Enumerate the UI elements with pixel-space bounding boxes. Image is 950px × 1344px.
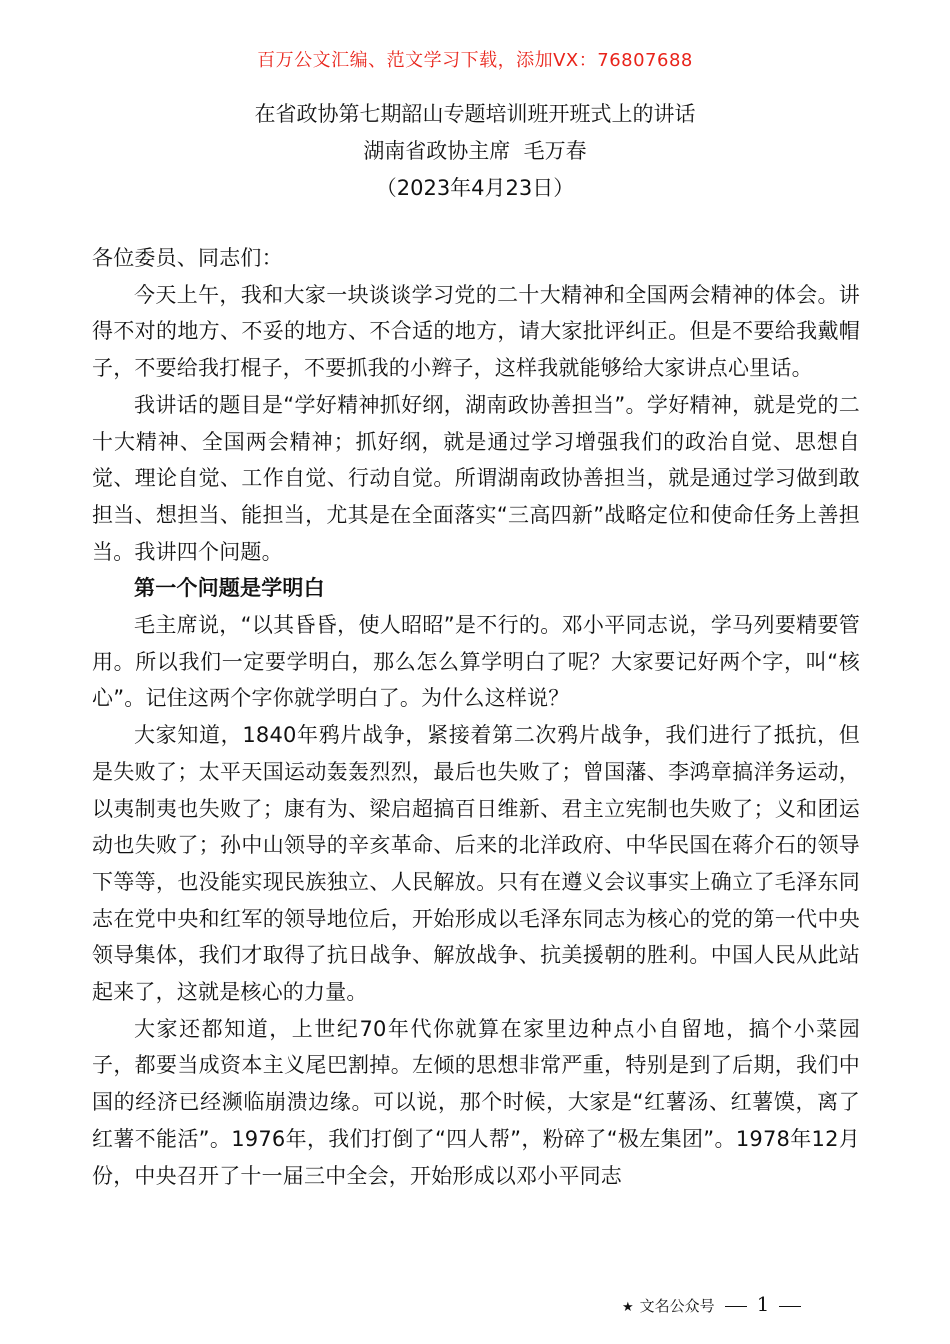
section-heading: 第一个问题是学明白 xyxy=(134,576,325,601)
salutation: 各位委员、同志们： xyxy=(92,246,283,270)
page-footer xyxy=(622,1292,811,1316)
paragraph: 今天上午，我和大家一块谈谈学习党的二十大精神和全国两会精神的体会。讲得不对的地方、不妥的地方、不合适的地方，请大家批评纠正。但是不要给我戴帽子，不要给我打棍子，不要抓我的小辫子，这样我就能够给大家讲点心里话。 xyxy=(92,282,860,381)
star-icon: ★ xyxy=(622,1300,634,1315)
paragraph: 大家知道，1840年鸦片战争，紧接着第二次鸦片战争，我们进行了抵抗，但是失败了；太平天国运动轰轰烈烈，最后也失败了；曾国藩、李鸿章搞洋务运动，以夷制夷也失败了；康有为、梁启超搞百日维新、君主立宪制也失败了；义和团运动也失败了；孙中山领导的辛亥革命、后来的北洋政府、中华民国在蒋介石的领导下等等，也没能实现民族独立、人民解放。只有在遵义会议事实上确立了毛泽东同志在党中央和红军的领导地位后，开始形成以毛泽东同志为核心的党的第一代中央领导集体，我们才取得了抗日战争、解放战争、抗美援朝的胜利。中国人民从此站起来了，这就是核心的力量。 xyxy=(92,723,860,1005)
document-title: 在省政协第七期韶山专题培训班开班式上的讲话 xyxy=(254,102,696,126)
document-body xyxy=(92,240,860,1194)
document-header xyxy=(0,96,950,207)
watermark-banner: 百万公文汇编、范文学习下载，添加VX：76807688 xyxy=(257,50,693,71)
paragraph: 大家还都知道，上世纪70年代你就算在家里边种点小自留地，搞个小菜园子，都要当成资本主义尾巴割掉。左倾的思想非常严重，特别是到了后期，我们中国的经济已经濒临崩溃边缘。可以说，那个时候，大家是“红薯汤、红薯馍，离了红薯不能活”。1976年，我们打倒了“四人帮”，粉碎了“极左集团”。1978年12月份，中央召开了十一届三中全会，开始形成以邓小平同志 xyxy=(92,1016,860,1188)
footer-label: 文名公众号 xyxy=(639,1297,715,1315)
footer-dash-left xyxy=(725,1306,747,1307)
paragraph: 毛主席说，“以其昏昏，使人昭昭”是不行的。邓小平同志说，学马列要精要管用。所以我们一定要学明白，那么怎么算学明白了呢？大家要记好两个字，叫“核心”。记住这两个字你就学明白了。为什么这样说？ xyxy=(92,613,860,711)
speech-date: （2023年4月23日） xyxy=(375,176,575,200)
paragraph: 我讲话的题目是“学好精神抓好纲，湖南政协善担当”。学好精神，就是党的二十大精神、全国两会精神；抓好纲，就是通过学习增强我们的政治自觉、思想自觉、理论自觉、工作自觉、行动自觉。所谓湖南政协善担当，就是通过学习做到敢担当、想担当、能担当，尤其是在全面落实“三高四新”战略定位和使命任务上善担当。我讲四个问题。 xyxy=(92,392,860,564)
speaker-line: 湖南省政协主席 毛万春 xyxy=(363,139,587,163)
page-number: 1 xyxy=(756,1292,770,1316)
footer-dash-right xyxy=(779,1306,801,1307)
